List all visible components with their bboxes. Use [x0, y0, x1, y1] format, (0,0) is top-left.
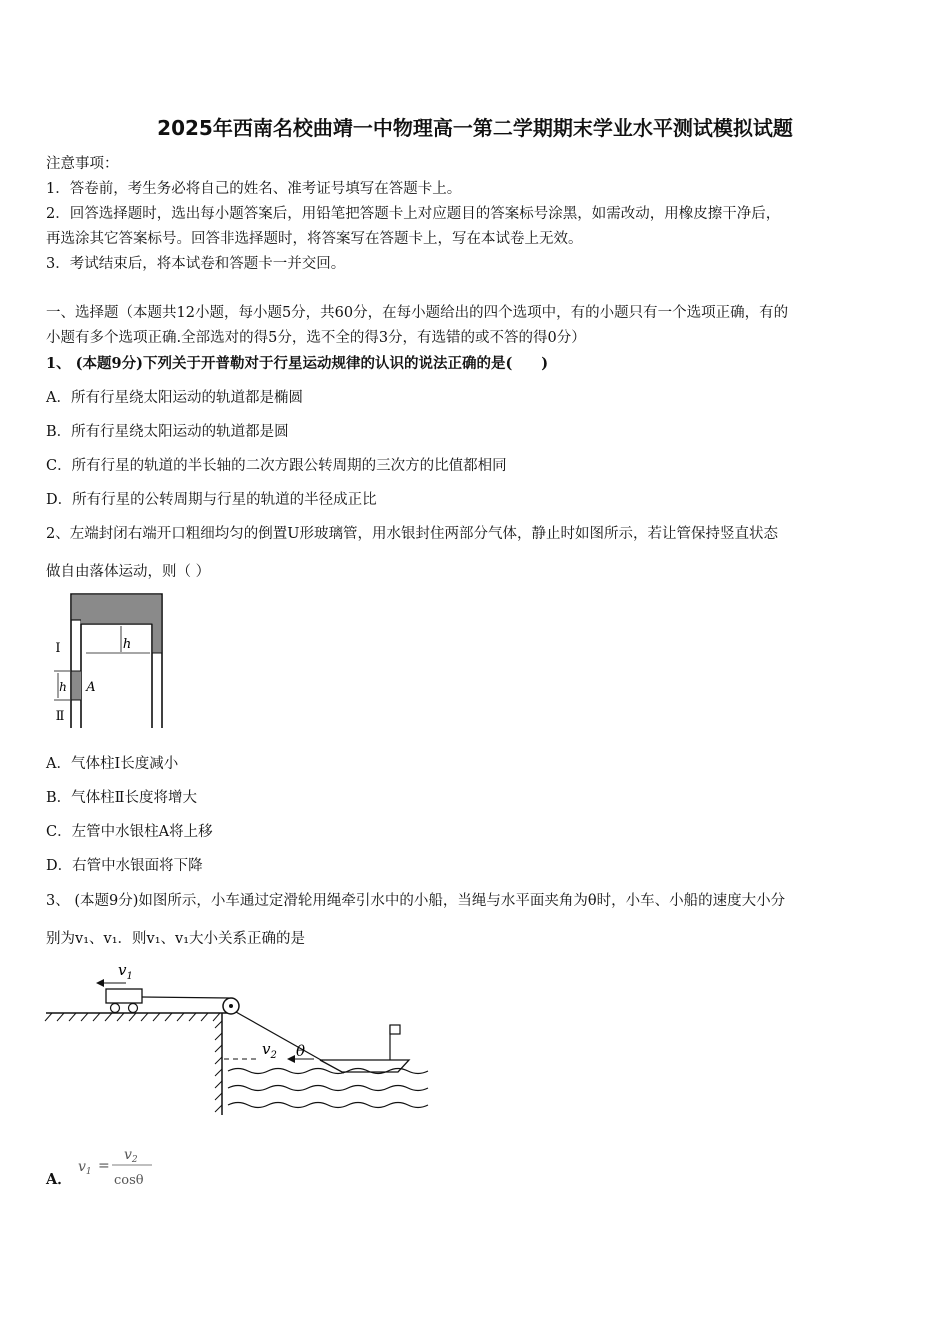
- question-1-option-b: B．所有行星绕太阳运动的轨道都是圆: [46, 424, 289, 440]
- theta-label: θ: [296, 1042, 306, 1060]
- u-tube-figure: [46, 590, 176, 730]
- notice-item: 1．答卷前，考生务必将自己的姓名、准考证号填写在答题卡上。: [46, 181, 462, 197]
- svg-text:cosθ: cosθ: [114, 1173, 144, 1188]
- question-3-option-a-formula: [76, 1143, 156, 1189]
- notice-item: 3．考试结束后，将本试卷和答题卡一并交回。: [46, 256, 346, 272]
- question-2-option-d: D．右管中水银面将下降: [46, 858, 203, 874]
- gas-2-label: Ⅱ: [55, 709, 65, 724]
- question-2-stem-cont: 做自由落体运动，则（ ）: [46, 564, 211, 580]
- pulley-boat-figure: [44, 955, 429, 1120]
- question-2-option-a: A．气体柱Ⅰ长度减小: [46, 756, 179, 772]
- question-2-stem: 2、左端封闭右端开口粗细均匀的倒置U形玻璃管，用水银封住两部分气体，静止时如图所示，若让管保持竖直状态: [46, 526, 778, 542]
- question-3-stem: 3、 (本题9分)如图所示，小车通过定滑轮用绳牵引水中的小船，当绳与水平面夹角为θ时，小车、小船的速度大小分: [46, 893, 786, 909]
- question-3-stem-cont: 别为v₁、v₁．则v₁、v₁大小关系正确的是: [46, 931, 306, 947]
- section-heading-cont: 小题有多个选项正确.全部选对的得5分，选不全的得3分，有选错的或不答的得0分）: [46, 330, 586, 346]
- notice-heading: 注意事项：: [46, 156, 119, 172]
- svg-text:v1: $v_1$: [78, 1159, 92, 1177]
- v1-label: $v_1$: [118, 961, 133, 982]
- question-1-option-c: C．所有行星的轨道的半长轴的二次方跟公转周期的三次方的比值都相同: [46, 458, 507, 474]
- question-3-option-a-label: A．: [46, 1171, 72, 1188]
- h-left-label: h: [59, 680, 67, 694]
- h-top-label: h: [122, 637, 132, 652]
- question-2-option-b: B．气体柱Ⅱ长度将增大: [46, 790, 198, 806]
- section-heading: 一、选择题（本题共12小题，每小题5分，共60分，在每小题给出的四个选项中，有的小题只有一个选项正确，有的: [46, 305, 789, 321]
- question-1-option-a: A．所有行星绕太阳运动的轨道都是椭圆: [46, 390, 303, 406]
- gas-1-label: Ⅰ: [55, 641, 61, 656]
- page-title: 2025年西南名校曲靖一中物理高一第二学期期末学业水平测试模拟试题: [157, 116, 793, 140]
- svg-text:v2: $v_2$: [124, 1147, 138, 1165]
- mercury-a-label: A: [86, 680, 96, 695]
- svg-text:=: =: [98, 1158, 110, 1174]
- notice-item: 再选涂其它答案标号。回答非选择题时，将答案写在答题卡上，写在本试卷上无效。: [46, 231, 583, 247]
- notice-item: 2．回答选择题时，选出每小题答案后，用铅笔把答题卡上对应题目的答案标号涂黑，如需改动，用橡皮擦干净后，: [46, 206, 781, 222]
- question-1-option-d: D．所有行星的公转周期与行星的轨道的半径成正比: [46, 492, 377, 508]
- v2-label: $v_2$: [262, 1040, 277, 1061]
- question-2-option-c: C．左管中水银柱A将上移: [46, 824, 213, 840]
- question-1-stem: 1、 (本题9分)下列关于开普勒对于行星运动规律的认识的说法正确的是( ): [46, 355, 549, 372]
